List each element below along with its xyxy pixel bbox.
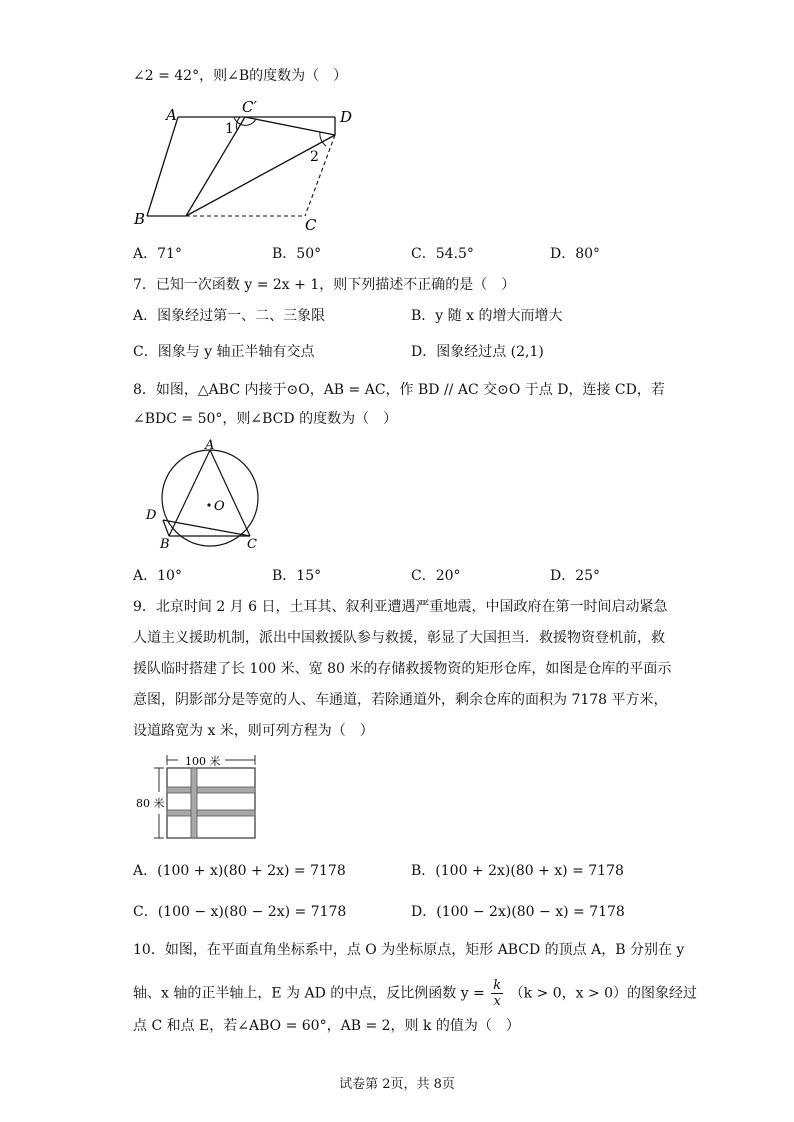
q6-label-c-prime: C′ — [242, 98, 257, 116]
q10-stem-line1: 10．如图，在平面直角坐标系中，点 O 为坐标原点，矩形 ABCD 的顶点 A，B 分别在 y — [133, 942, 685, 958]
q6-option-a[interactable]: A．71° — [133, 246, 182, 262]
q8-option-b[interactable]: B．15° — [272, 568, 322, 584]
q9-option-b[interactable]: B．(100 + 2x)(80 + x) = 7178 — [411, 863, 624, 879]
q6-label-angle1: 1 — [225, 121, 234, 137]
q9-figure — [133, 752, 273, 842]
q10-frac-den: x — [493, 994, 501, 1009]
q6-label-a: A — [166, 106, 177, 124]
q9-stem-line1: 9．北京时间 2 月 6 日，土耳其、叙利亚遭遇严重地震，中国政府在第一时间启动紧急 — [133, 599, 668, 615]
q10-frac-num: k — [493, 978, 502, 993]
q6-label-b: B — [134, 210, 146, 228]
q9-option-a[interactable]: A．(100 + x)(80 + 2x) = 7178 — [133, 863, 346, 879]
q8-option-d[interactable]: D．25° — [550, 568, 601, 584]
q6-option-c[interactable]: C．54.5° — [411, 246, 474, 262]
q8-stem-line1: 8．如图，△ABC 内接于⊙O，AB = AC，作 BD // AC 交⊙O 于点 D，连接 CD，若 — [133, 382, 665, 398]
q10-line2-pre: 轴、x 轴的正半轴上，E 为 AD 的中点，反比例函数 y = — [133, 985, 485, 1002]
q6-stem-tail: ∠2 = 42°，则∠B的度数为（ ） — [133, 68, 348, 84]
q9-length-label: 100 米 — [185, 755, 221, 768]
q8-label-a: A — [205, 438, 215, 453]
q7-option-c[interactable]: C．图象与 y 轴正半轴有交点 — [133, 344, 315, 360]
q6-label-c: C — [305, 216, 317, 234]
q6-figure — [130, 98, 390, 234]
q9-stem-line3: 援队临时搭建了长 100 米、宽 80 米的存储救援物资的矩形仓库，如图是仓库的平面示 — [133, 661, 672, 677]
page-footer: 试卷第 2页，共 8页 — [339, 1077, 455, 1092]
q9-stem-line4: 意图，阴影部分是等宽的人、车通道，若除通道外，剩余仓库的面积为 7178 平方米， — [133, 692, 668, 708]
q8-label-o: O — [214, 499, 225, 514]
q8-label-c: C — [247, 537, 257, 552]
q9-option-d[interactable]: D．(100 − 2x)(80 − x) = 7178 — [411, 904, 625, 920]
q9-stem-line5: 设道路宽为 x 米，则可列方程为（ ） — [133, 723, 374, 739]
q7-option-d[interactable]: D．图象经过点 (2,1) — [411, 344, 544, 360]
q6-label-angle2: 2 — [310, 149, 319, 165]
q8-option-a[interactable]: A．10° — [133, 568, 182, 584]
q6-option-b[interactable]: B．50° — [272, 246, 322, 262]
q7-stem: 7．已知一次函数 y = 2x + 1，则下列描述不正确的是（ ） — [133, 277, 516, 293]
q7-option-b[interactable]: B．y 随 x 的增大而增大 — [411, 308, 563, 324]
q10-fraction — [491, 978, 503, 1009]
q8-label-b: B — [160, 537, 170, 552]
q9-stem-line2: 人道主义援助机制，派出中国救援队参与救援，彰显了大国担当．救援物资登机前，救 — [133, 630, 665, 646]
q7-option-a[interactable]: A．图象经过第一、二、三象限 — [133, 308, 326, 324]
q10-line2-post: （k > 0，x > 0）的图象经过 — [509, 985, 698, 1002]
q8-label-d: D — [146, 508, 157, 523]
q10-stem-line2 — [133, 978, 697, 1009]
q9-option-c[interactable]: C．(100 − x)(80 − 2x) = 7178 — [133, 904, 347, 920]
q6-option-d[interactable]: D．80° — [550, 246, 601, 262]
q8-option-c[interactable]: C．20° — [411, 568, 461, 584]
q8-stem-line2: ∠BDC = 50°，则∠BCD 的度数为（ ） — [133, 411, 398, 427]
q8-figure — [140, 440, 270, 550]
q6-label-d: D — [340, 108, 353, 126]
q10-stem-line3: 点 C 和点 E，若∠ABO = 60°，AB = 2，则 k 的值为（ ） — [133, 1018, 520, 1034]
q9-width-label: 80 米 — [136, 797, 165, 810]
